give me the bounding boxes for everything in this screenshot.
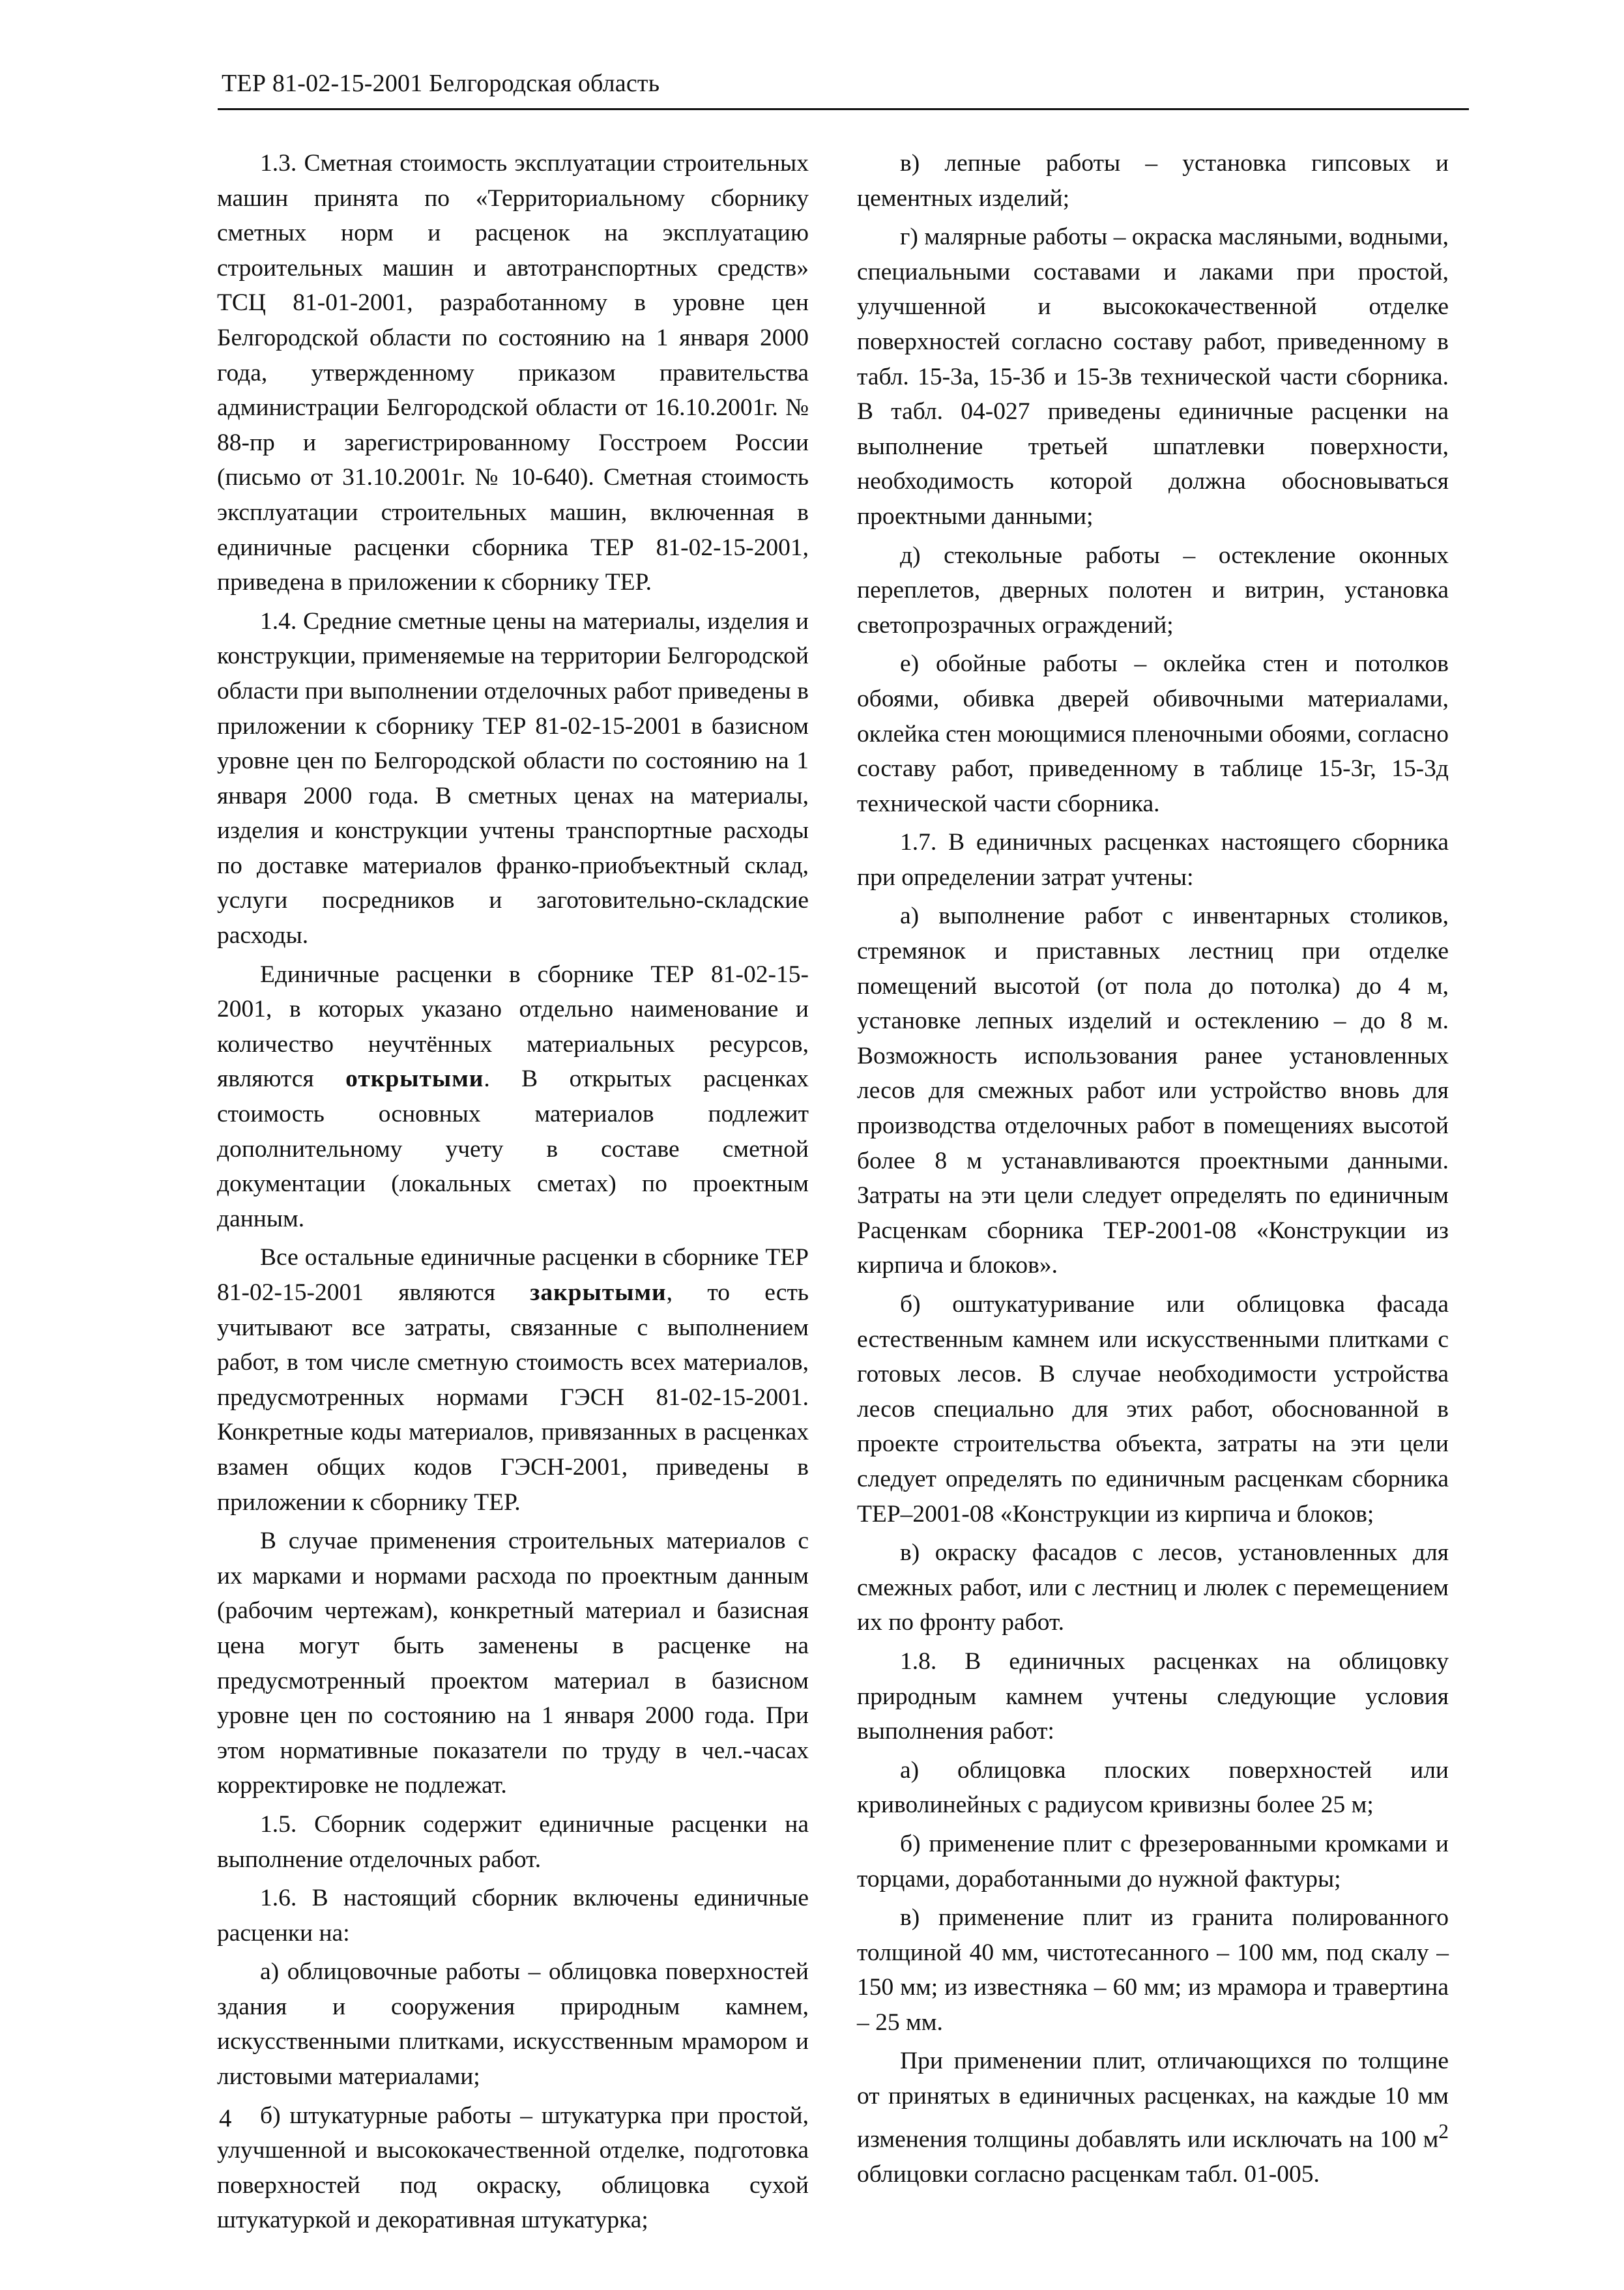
bold-term-open: открытыми [345,1065,484,1093]
left-column [217,146,809,2242]
paragraph-thickness-adjustment [857,2044,1449,2192]
list-item-1-7-b: б) оштукатуривание или облицовка фасада естественным камнем или искусственными плитками с готовых лесов. В случае необходимости устройства лесов специально для этих работ, обоснованной в проекте строительства объекта, затраты на эти цели следует определять по единичным расценкам сборника ТЕР–2001-08 «Конструкции из кирпича и блоков; [857,1291,1449,1528]
running-header: ТЕР 81-02-15-2001 Белгородская область [222,70,660,97]
text: Единичные расценки в сборнике ТЕР 81-02-15-2001, в которых указано отдельно наименование и количество неучтённых материальных ресурсов, являются [217,961,809,1093]
list-item-d: д) стекольные работы – остекление оконных переплетов, дверных полотен и витрин, установка светопрозрачных ограждений; [857,542,1449,639]
text: При применении плит, отличающихся по толщине от принятых в единичных расценках, на каждые 10 мм изменения толщины добавлять или исключать на 100 м [857,2048,1449,2153]
list-item-b: б) штукатурные работы – штукатурка при простой, улучшенной и высококачественной отделке, подготовка поверхностей под окраску, облицовка сухой штукатуркой и декоративная штукатурка; [217,2102,809,2234]
superscript: 2 [1438,2119,1449,2143]
text: облицовки согласно расценкам табл. 01-005. [857,2160,1320,2188]
bold-term-closed: закрытыми [530,1279,667,1306]
list-item-e: е) обойные работы – оклейка стен и потолков обоями, обивка дверей обивочными материалами, оклейка стен моющимися пленочными обоями, согласно составу работ, приведенному в таблице 15-3г, 15-3д технической части сборника. [857,650,1449,817]
paragraph-material-replacement: В случае применения строительных материалов с их марками и нормами расхода по проектным данным (рабочим чертежам), конкретный материал и базисная цена могут быть заменены в расценке на предусмотренный проектом материал в базисном уровне цен по состоянию на 1 января 2000 года. При этом нормативные показатели по труду в чел.-часах корректировке не подлежат. [217,1528,809,1799]
paragraph-1-5: 1.5. Сборник содержит единичные расценки на выполнение отделочных работ. [217,1810,809,1873]
paragraph-1-7: 1.7. В единичных расценках настоящего сборника при определении затрат учтены: [857,829,1449,891]
text: . В открытых расценках стоимость основных материалов подлежит дополнительному учету в составе сметной документации (локальных сметах) по проектным данным. [217,1065,809,1232]
list-item-g: г) малярные работы – окраска масляными, водными, специальными составами и лаками при простой, улучшенной и высококачественной отделке поверхностей согласно составу работ, приведенному в табл. 15-3а, 15-3б и 15-3в технической части сборника. В табл. 04-027 приведены единичные расценки на выполнение третьей шпатлевки поверхности, необходимость которой должна обосновываться проектными данными; [857,224,1449,530]
paragraph-1-3: 1.3. Сметная стоимость эксплуатации строительных машин принята по «Территориальному сборнику сметных норм и расценок на эксплуатацию строительных машин и автотранспортных средств» ТСЦ 81-01-2001, разработанному в уровне цен Белгородской области по состоянию на 1 января 2000 года, утвержденному приказом правительства администрации Белгородской области от 16.10.2001г. № 88-пр и зарегистрированному Госстроем России (письмо от 31.10.2001г. № 10-640). Сметная стоимость эксплуатации строительных машин, включенная в единичные расценки сборника ТЕР 81-02-15-2001, приведена в приложении к сборнику ТЕР. [217,150,809,596]
paragraph-1-6: 1.6. В настоящий сборник включены единичные расценки на: [217,1885,809,1947]
right-column [857,146,1449,2196]
paragraph-1-8: 1.8. В единичных расценках на облицовку природным камнем учтены следующие условия выполнения работ: [857,1647,1449,1745]
list-item-v: в) лепные работы – установка гипсовых и цементных изделий; [857,150,1449,212]
list-item-1-7-v: в) окраску фасадов с лесов, установленных для смежных работ, или с лестниц и люлек с перемещением их по фронту работ. [857,1539,1449,1636]
page-number: 4 [219,2104,232,2132]
list-item-1-7-a: а) выполнение работ с инвентарных столиков, стремянок и приставных лестниц при отделке помещений высотой (от пола до потолка) до 4 м, установке лепных изделий и остеклению – до 8 м. Возможность использования ранее установленных лесов для смежных работ или устройство вновь для производства отделочных работ в помещениях высотой более 8 м устанавливаются проектными данными. Затраты на эти цели следует определять по единичным Расценкам сборника ТЕР-2001-08 «Конструкции из кирпича и блоков». [857,903,1449,1279]
list-item-1-8-a: а) облицовка плоских поверхностей или криволинейных с радиусом кривизны более 25 м; [857,1756,1449,1819]
header-rule [218,108,1469,110]
list-item-1-8-b: б) применение плит с фрезерованными кромками и торцами, доработанными до нужной фактуры; [857,1830,1449,1892]
paragraph-open-rates [217,957,809,1237]
paragraph-1-4: 1.4. Средние сметные цены на материалы, изделия и конструкции, применяемые на территории Белгородской области при выполнении отделочных работ приведены в приложении к сборнику ТЕР 81-02-15-2001 в базисном уровне цен по Белгородской области по состоянию на 1 января 2000 года. В сметных ценах на материалы, изделия и конструкции учтены транспортные расходы по доставке материалов франко-приобъектный склад, услуги посредников и заготовительно-складские расходы. [217,607,809,949]
text: Все остальные единичные расценки в сборнике ТЕР 81-02-15-2001 являются [217,1244,809,1306]
text: , то есть учитывают все затраты, связанные с выполнением работ, в том числе сметную стоимость всех материалов, предусмотренных нормами ГЭСН 81-02-15-2001. Конкретные коды материалов, привязанных в расценках взамен общих кодов ГЭСН-2001, приведены в приложении к сборнику ТЕР. [217,1279,809,1516]
list-item-1-8-v: в) применение плит из гранита полированного толщиной 40 мм, чистотесанного – 100 мм, под скалу – 150 мм; из известняка – 60 мм; из мрамора и травертина – 25 мм. [857,1904,1449,2036]
paragraph-closed-rates [217,1240,809,1520]
list-item-a: а) облицовочные работы – облицовка поверхностей здания и сооружения природным камнем, искусственными плитками, искусственным мрамором и листовыми материалами; [217,1958,809,2091]
